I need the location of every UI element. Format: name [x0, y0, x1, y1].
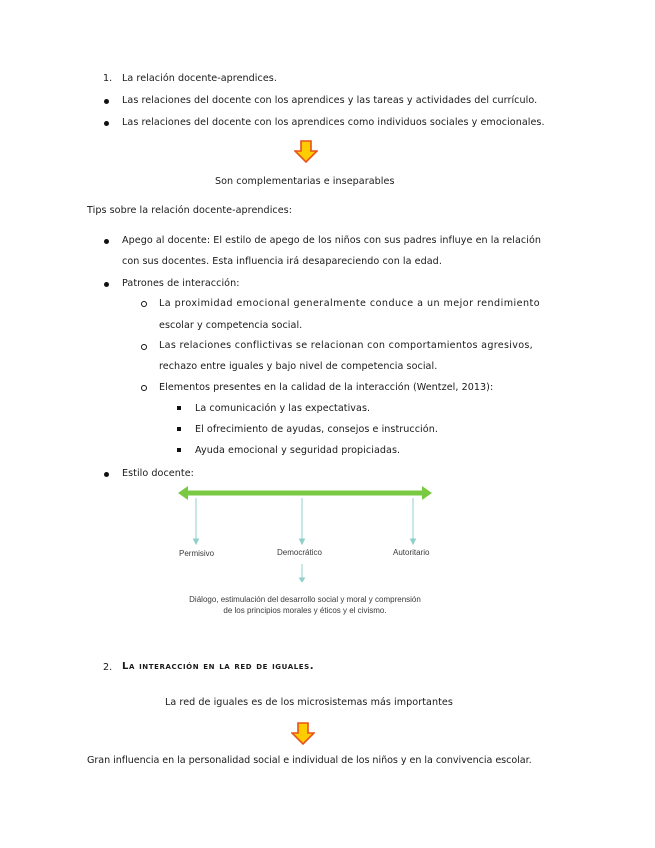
- elemento-item: Ayuda emocional y seguridad propiciadas.: [195, 445, 401, 456]
- section-number: 2.: [103, 662, 113, 673]
- list-item: Las relaciones del docente con los aprendices y las tareas y actividades del currículo.: [122, 95, 538, 106]
- apego-line: Apego al docente: El estilo de apego de los niños con sus padres influye en la relación: [122, 235, 541, 246]
- estilo-docente-diagram: [170, 482, 440, 582]
- list-item: Las relaciones del docente con los aprendices como individuos sociales y emocionales.: [122, 117, 545, 128]
- diagram-note: [170, 594, 440, 616]
- circle-bullet-icon: [141, 385, 147, 391]
- square-bullet-icon: [177, 406, 181, 410]
- diagram-note-line: de los principios morales y éticos y el civismo.: [223, 606, 387, 615]
- sub-item-line: rechazo entre iguales y bajo nivel de competencia social.: [159, 361, 438, 372]
- connector-arrowhead: [300, 539, 305, 544]
- bullet-icon: [104, 99, 109, 104]
- tips-heading: Tips sobre la relación docente-aprendices:: [87, 205, 293, 216]
- bullet-icon: [104, 282, 109, 287]
- elemento-item: El ofrecimiento de ayudas, consejos e instrucción.: [195, 424, 438, 435]
- conclusion-text: Gran influencia en la personalidad social e individual de los niños y en la convivencia escolar.: [87, 755, 532, 766]
- section-number: 1.: [103, 73, 113, 84]
- section-subtitle: La red de iguales es de los microsistemas más importantes: [165, 697, 453, 708]
- circle-bullet-icon: [141, 344, 147, 350]
- bullet-icon: [104, 472, 109, 477]
- double-arrow-bar: [178, 486, 432, 500]
- section-title: La interacción en la red de iguales.: [122, 661, 315, 672]
- sub-item-line: La proximidad emocional generalmente conduce a un mejor rendimiento: [159, 298, 541, 309]
- circle-bullet-icon: [141, 301, 147, 307]
- elemento-item: La comunicación y las expectativas.: [195, 403, 371, 414]
- connector-arrowhead: [194, 539, 199, 544]
- sub-item-line: Elementos presentes en la calidad de la interacción (Wentzel, 2013):: [159, 382, 494, 393]
- sub-item-line: Las relaciones conflictivas se relacionan con comportamientos agresivos,: [159, 340, 534, 351]
- sub-item-line: escolar y competencia social.: [159, 320, 303, 331]
- connector-arrowhead: [411, 539, 416, 544]
- down-arrow-icon: [291, 722, 315, 746]
- bullet-icon: [104, 121, 109, 126]
- down-arrow-icon: [294, 140, 318, 164]
- bullet-icon: [104, 239, 109, 244]
- square-bullet-icon: [177, 448, 181, 452]
- diagram-note-line: Diálogo, estimulación del desarrollo social y moral y comprensión: [189, 595, 421, 604]
- section-title: La relación docente-aprendices.: [122, 73, 277, 84]
- square-bullet-icon: [177, 427, 181, 431]
- diagram-label-democratico: Democrático: [277, 548, 322, 557]
- connector-arrowhead: [300, 578, 305, 582]
- apego-line: con sus docentes. Esta influencia irá desapareciendo con la edad.: [122, 256, 442, 267]
- diagram-label-autoritario: Autoritario: [393, 548, 430, 557]
- patrones-label: Patrones de interacción:: [122, 278, 240, 289]
- estilo-label: Estilo docente:: [122, 468, 194, 479]
- conclusion-text: Son complementarias e inseparables: [215, 176, 395, 187]
- diagram-label-permisivo: Permisivo: [179, 549, 215, 558]
